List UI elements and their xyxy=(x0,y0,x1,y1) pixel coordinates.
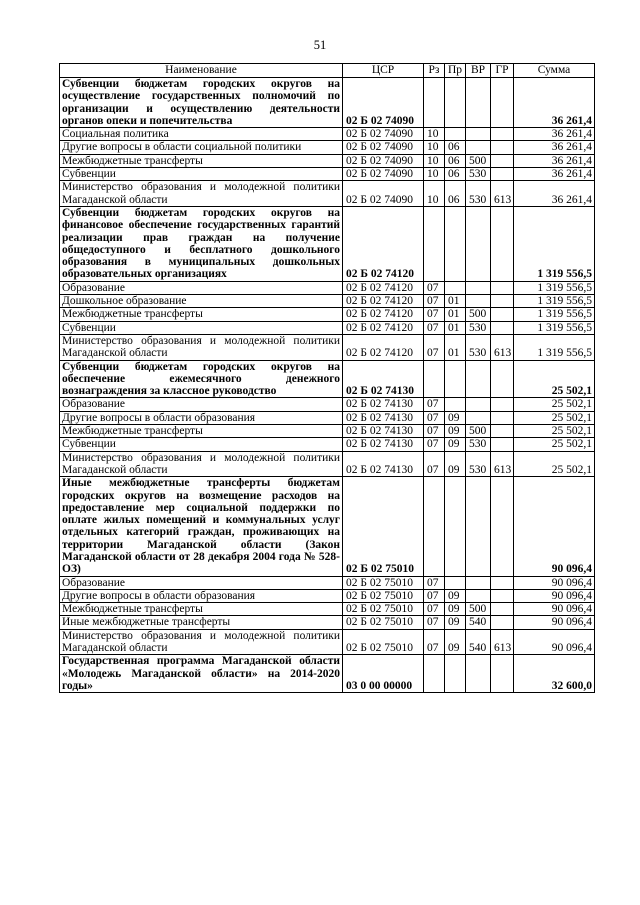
cell-rz: 07 xyxy=(424,451,445,477)
cell-sum: 1 319 556,5 xyxy=(514,321,595,334)
cell-name: Образование xyxy=(60,398,343,411)
cell-sum: 1 319 556,5 xyxy=(514,206,595,281)
cell-pr: 06 xyxy=(445,154,466,167)
cell-gr xyxy=(491,128,514,141)
cell-rz: 07 xyxy=(424,334,445,360)
table-row xyxy=(60,295,595,308)
cell-name: Министерство образования и молодежной политики Магаданской области xyxy=(60,629,343,655)
cell-pr: 06 xyxy=(445,181,466,207)
cell-csr: 02 Б 02 74120 xyxy=(343,206,424,281)
cell-rz: 07 xyxy=(424,281,445,294)
cell-csr: 02 Б 02 75010 xyxy=(343,589,424,602)
cell-rz xyxy=(424,655,445,693)
cell-rz: 10 xyxy=(424,141,445,154)
cell-gr: 613 xyxy=(491,334,514,360)
cell-name: Иные межбюджетные трансферты бюджетам городских округов на возмещение расходов на предоставление мер социальной поддержки по оплате жилых помещений и коммунальных услуг отдельных категорий граждан, проживающих на территории Магаданской области (Закон Магаданской области от 28 декабря 2004 года № 528-ОЗ) xyxy=(60,477,343,576)
cell-sum: 90 096,4 xyxy=(514,616,595,629)
cell-vr: 500 xyxy=(466,154,491,167)
table-row xyxy=(60,438,595,451)
cell-rz: 07 xyxy=(424,425,445,438)
cell-name: Субвенции xyxy=(60,438,343,451)
cell-gr xyxy=(491,78,514,128)
cell-name: Субвенции xyxy=(60,168,343,181)
column-header-vr: ВР xyxy=(466,64,491,78)
cell-rz: 07 xyxy=(424,295,445,308)
column-header-rz: Рз xyxy=(424,64,445,78)
cell-name: Субвенции бюджетам городских округов на обеспечение ежемесячного денежного вознаграждения за классное руководство xyxy=(60,360,343,398)
cell-name: Социальная политика xyxy=(60,128,343,141)
cell-name: Другие вопросы в области образования xyxy=(60,589,343,602)
cell-sum: 36 261,4 xyxy=(514,168,595,181)
cell-sum: 36 261,4 xyxy=(514,141,595,154)
cell-rz: 07 xyxy=(424,438,445,451)
cell-pr: 01 xyxy=(445,334,466,360)
cell-vr xyxy=(466,655,491,693)
cell-vr: 530 xyxy=(466,168,491,181)
cell-sum: 90 096,4 xyxy=(514,477,595,576)
cell-name: Иные межбюджетные трансферты xyxy=(60,616,343,629)
cell-pr: 09 xyxy=(445,411,466,424)
cell-csr: 02 Б 02 75010 xyxy=(343,477,424,576)
cell-gr xyxy=(491,154,514,167)
cell-vr: 500 xyxy=(466,603,491,616)
cell-rz: 10 xyxy=(424,154,445,167)
cell-csr: 02 Б 02 74090 xyxy=(343,168,424,181)
cell-csr: 02 Б 02 74130 xyxy=(343,398,424,411)
table-row xyxy=(60,334,595,360)
cell-sum: 90 096,4 xyxy=(514,589,595,602)
cell-rz: 07 xyxy=(424,603,445,616)
cell-vr: 530 xyxy=(466,451,491,477)
cell-rz: 07 xyxy=(424,321,445,334)
cell-rz xyxy=(424,477,445,576)
cell-gr xyxy=(491,438,514,451)
cell-gr xyxy=(491,141,514,154)
cell-name: Другие вопросы в области социальной политики xyxy=(60,141,343,154)
cell-csr: 02 Б 02 75010 xyxy=(343,629,424,655)
table-row xyxy=(60,154,595,167)
cell-name: Министерство образования и молодежной политики Магаданской области xyxy=(60,181,343,207)
cell-pr: 09 xyxy=(445,616,466,629)
cell-vr xyxy=(466,281,491,294)
cell-gr xyxy=(491,295,514,308)
cell-sum: 90 096,4 xyxy=(514,603,595,616)
cell-csr: 02 Б 02 75010 xyxy=(343,576,424,589)
cell-vr xyxy=(466,360,491,398)
cell-rz: 07 xyxy=(424,411,445,424)
cell-sum: 25 502,1 xyxy=(514,425,595,438)
cell-sum: 90 096,4 xyxy=(514,576,595,589)
table-row xyxy=(60,411,595,424)
cell-pr: 01 xyxy=(445,295,466,308)
cell-sum: 36 261,4 xyxy=(514,181,595,207)
cell-sum: 25 502,1 xyxy=(514,411,595,424)
cell-gr xyxy=(491,589,514,602)
cell-pr: 09 xyxy=(445,425,466,438)
cell-sum: 36 261,4 xyxy=(514,154,595,167)
cell-vr: 530 xyxy=(466,321,491,334)
table-row xyxy=(60,589,595,602)
cell-rz: 07 xyxy=(424,629,445,655)
cell-gr xyxy=(491,398,514,411)
cell-vr xyxy=(466,576,491,589)
cell-gr: 613 xyxy=(491,629,514,655)
cell-vr xyxy=(466,141,491,154)
cell-name: Субвенции xyxy=(60,321,343,334)
cell-csr: 02 Б 02 74090 xyxy=(343,141,424,154)
cell-pr xyxy=(445,477,466,576)
cell-rz xyxy=(424,78,445,128)
table-row xyxy=(60,206,595,281)
cell-vr: 530 xyxy=(466,181,491,207)
table-row xyxy=(60,128,595,141)
cell-csr: 02 Б 02 74090 xyxy=(343,78,424,128)
cell-sum: 25 502,1 xyxy=(514,451,595,477)
table-body xyxy=(60,78,595,693)
cell-csr: 02 Б 02 74120 xyxy=(343,334,424,360)
cell-csr: 02 Б 02 75010 xyxy=(343,616,424,629)
column-header-sum: Сумма xyxy=(514,64,595,78)
cell-rz: 10 xyxy=(424,181,445,207)
cell-rz: 10 xyxy=(424,168,445,181)
column-header-csr: ЦСР xyxy=(343,64,424,78)
cell-rz: 07 xyxy=(424,398,445,411)
cell-pr: 01 xyxy=(445,321,466,334)
cell-pr xyxy=(445,655,466,693)
table-row xyxy=(60,655,595,693)
cell-name: Министерство образования и молодежной политики Магаданской области xyxy=(60,334,343,360)
cell-name: Межбюджетные трансферты xyxy=(60,603,343,616)
cell-csr: 02 Б 02 74120 xyxy=(343,295,424,308)
cell-gr xyxy=(491,321,514,334)
table-row xyxy=(60,308,595,321)
cell-rz: 07 xyxy=(424,576,445,589)
cell-csr: 02 Б 02 74130 xyxy=(343,425,424,438)
cell-sum: 1 319 556,5 xyxy=(514,281,595,294)
cell-pr: 09 xyxy=(445,589,466,602)
cell-pr xyxy=(445,128,466,141)
table-row xyxy=(60,281,595,294)
cell-vr: 530 xyxy=(466,438,491,451)
cell-name: Образование xyxy=(60,281,343,294)
cell-gr xyxy=(491,411,514,424)
cell-gr: 613 xyxy=(491,181,514,207)
cell-csr: 02 Б 02 75010 xyxy=(343,603,424,616)
cell-vr: 530 xyxy=(466,334,491,360)
table-row xyxy=(60,398,595,411)
cell-rz xyxy=(424,360,445,398)
table-row xyxy=(60,477,595,576)
cell-vr xyxy=(466,128,491,141)
table-header-row xyxy=(60,64,595,78)
table-row xyxy=(60,451,595,477)
cell-name: Министерство образования и молодежной политики Магаданской области xyxy=(60,451,343,477)
cell-pr xyxy=(445,78,466,128)
cell-vr xyxy=(466,477,491,576)
cell-sum: 36 261,4 xyxy=(514,128,595,141)
column-header-pr: Пр xyxy=(445,64,466,78)
cell-vr xyxy=(466,398,491,411)
table-row xyxy=(60,629,595,655)
cell-pr xyxy=(445,398,466,411)
cell-csr: 02 Б 02 74090 xyxy=(343,181,424,207)
table-row xyxy=(60,141,595,154)
cell-rz: 07 xyxy=(424,308,445,321)
cell-csr: 02 Б 02 74120 xyxy=(343,321,424,334)
cell-name: Субвенции бюджетам городских округов на финансовое обеспечение государственных гарантий реализации прав граждан на получение общедоступного и бесплатного дошкольного образования в муниципальных дошкольных образовательных организациях xyxy=(60,206,343,281)
cell-sum: 90 096,4 xyxy=(514,629,595,655)
cell-vr: 540 xyxy=(466,629,491,655)
cell-sum: 36 261,4 xyxy=(514,78,595,128)
cell-gr xyxy=(491,616,514,629)
table-row xyxy=(60,616,595,629)
column-header-gr: ГР xyxy=(491,64,514,78)
cell-sum: 1 319 556,5 xyxy=(514,308,595,321)
cell-csr: 02 Б 02 74130 xyxy=(343,451,424,477)
cell-gr xyxy=(491,603,514,616)
cell-pr xyxy=(445,206,466,281)
cell-pr: 09 xyxy=(445,629,466,655)
page-number: 51 xyxy=(313,38,327,52)
cell-rz: 07 xyxy=(424,616,445,629)
cell-csr: 02 Б 02 74090 xyxy=(343,128,424,141)
cell-gr xyxy=(491,360,514,398)
cell-name: Дошкольное образование xyxy=(60,295,343,308)
cell-csr: 02 Б 02 74120 xyxy=(343,308,424,321)
cell-gr xyxy=(491,576,514,589)
cell-vr xyxy=(466,589,491,602)
table-row xyxy=(60,360,595,398)
cell-pr: 09 xyxy=(445,603,466,616)
cell-vr xyxy=(466,411,491,424)
cell-name: Межбюджетные трансферты xyxy=(60,425,343,438)
cell-gr xyxy=(491,281,514,294)
cell-gr xyxy=(491,168,514,181)
cell-csr: 02 Б 02 74090 xyxy=(343,154,424,167)
cell-pr xyxy=(445,281,466,294)
cell-sum: 1 319 556,5 xyxy=(514,295,595,308)
cell-pr: 06 xyxy=(445,141,466,154)
cell-sum: 25 502,1 xyxy=(514,360,595,398)
cell-vr: 500 xyxy=(466,425,491,438)
cell-pr: 09 xyxy=(445,451,466,477)
cell-gr: 613 xyxy=(491,451,514,477)
table-row xyxy=(60,78,595,128)
cell-gr xyxy=(491,477,514,576)
cell-csr: 02 Б 02 74130 xyxy=(343,411,424,424)
cell-pr: 01 xyxy=(445,308,466,321)
cell-rz: 10 xyxy=(424,128,445,141)
table-row xyxy=(60,321,595,334)
cell-sum: 25 502,1 xyxy=(514,438,595,451)
table-row xyxy=(60,181,595,207)
cell-pr xyxy=(445,576,466,589)
cell-csr: 02 Б 02 74130 xyxy=(343,438,424,451)
cell-name: Субвенции бюджетам городских округов на осуществление государственных полномочий по организации и осуществлению деятельности органов опеки и попечительства xyxy=(60,78,343,128)
cell-name: Образование xyxy=(60,576,343,589)
table-row xyxy=(60,425,595,438)
cell-sum: 25 502,1 xyxy=(514,398,595,411)
cell-rz: 07 xyxy=(424,589,445,602)
cell-vr xyxy=(466,295,491,308)
cell-gr xyxy=(491,206,514,281)
cell-rz xyxy=(424,206,445,281)
column-header-name: Наименование xyxy=(60,64,343,78)
cell-csr: 02 Б 02 74130 xyxy=(343,360,424,398)
table-row xyxy=(60,576,595,589)
cell-vr xyxy=(466,206,491,281)
cell-csr: 02 Б 02 74120 xyxy=(343,281,424,294)
cell-sum: 1 319 556,5 xyxy=(514,334,595,360)
cell-name: Государственная программа Магаданской области «Молодежь Магаданской области» на 2014-2020 годы» xyxy=(60,655,343,693)
cell-vr: 540 xyxy=(466,616,491,629)
cell-vr: 500 xyxy=(466,308,491,321)
cell-pr xyxy=(445,360,466,398)
cell-name: Другие вопросы в области образования xyxy=(60,411,343,424)
cell-pr: 09 xyxy=(445,438,466,451)
cell-gr xyxy=(491,655,514,693)
budget-table xyxy=(59,63,595,693)
cell-csr: 03 0 00 00000 xyxy=(343,655,424,693)
cell-gr xyxy=(491,308,514,321)
cell-name: Межбюджетные трансферты xyxy=(60,308,343,321)
cell-vr xyxy=(466,78,491,128)
cell-gr xyxy=(491,425,514,438)
cell-sum: 32 600,0 xyxy=(514,655,595,693)
table-row xyxy=(60,603,595,616)
table-row xyxy=(60,168,595,181)
cell-name: Межбюджетные трансферты xyxy=(60,154,343,167)
cell-pr: 06 xyxy=(445,168,466,181)
